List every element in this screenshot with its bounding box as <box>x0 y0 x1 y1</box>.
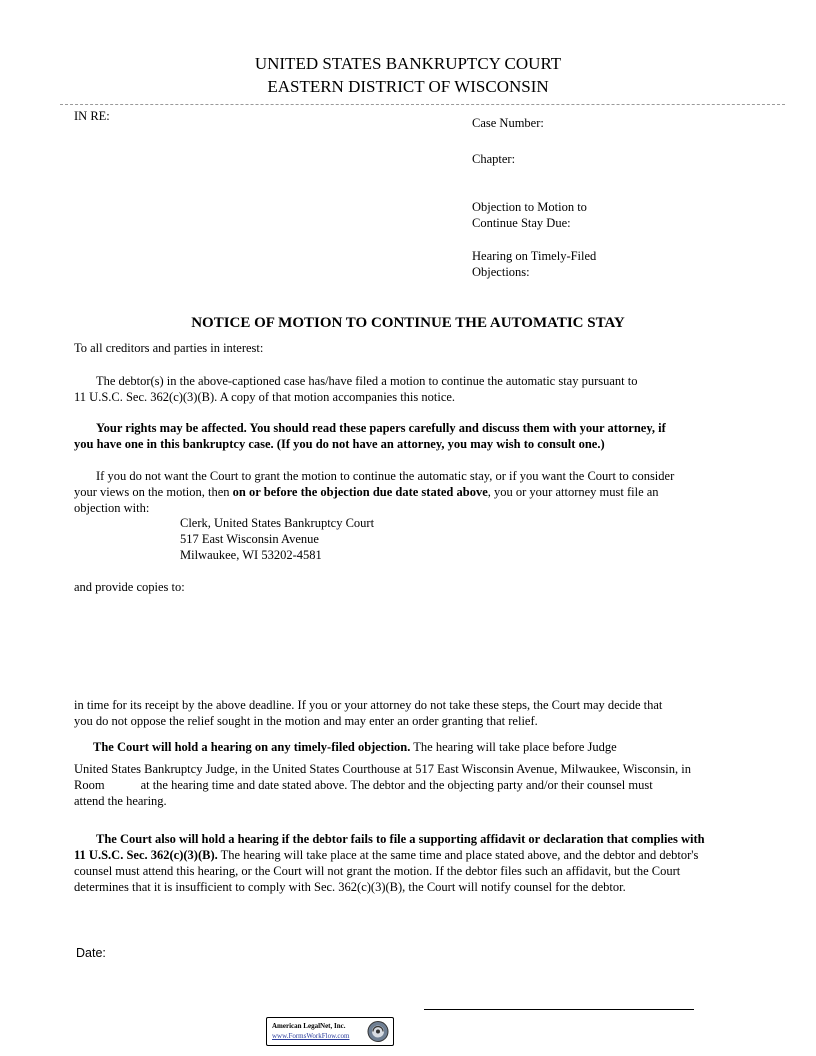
publisher-logo <box>266 1017 394 1046</box>
globe-icon <box>366 1020 390 1043</box>
p5-rest: The hearing will take place before Judge <box>410 740 617 754</box>
p4-line1: in time for its receipt by the above deadline. If you or your attorney do not take these steps, the Court may decide that <box>74 698 663 712</box>
objection-due-label-2: Continue Stay Due: <box>472 216 571 230</box>
p5-line4: attend the hearing. <box>74 794 167 808</box>
paragraph-hearing <box>74 739 754 809</box>
p3-line2-c: , you or your attorney must file an <box>487 485 659 499</box>
p6-line2-bold: 11 U.S.C. Sec. 362(c)(3)(B). <box>74 848 218 862</box>
p4-line2: you do not oppose the relief sought in the motion and may enter an order granting that relief. <box>74 714 538 728</box>
clerk-city: Milwaukee, WI 53202-4581 <box>180 548 322 562</box>
signature-line <box>424 1009 694 1010</box>
notice-title: NOTICE OF MOTION TO CONTINUE THE AUTOMATIC STAY <box>191 315 625 331</box>
p3-line2-a: your views on the motion, then <box>74 485 233 499</box>
date-label: Date: <box>76 946 106 960</box>
p5-line3-b: at the hearing time and date stated above. The debtor and the objecting party and/or their counsel must <box>140 778 653 792</box>
p6-line1: The Court also will hold a hearing if the debtor fails to file a supporting affidavit or declaration that complies with <box>96 832 705 846</box>
p6-line4: determines that it is insufficient to comply with Sec. 362(c)(3)(B), the Court will notify counsel for the debtor. <box>74 880 626 894</box>
paragraph-deadline <box>74 697 754 729</box>
district-name: EASTERN DISTRICT OF WISCONSIN <box>267 77 549 96</box>
header-divider <box>60 104 785 105</box>
p6-line2-rest: The hearing will take place at the same time and place stated above, and the debtor and debtor's <box>217 848 699 862</box>
p5-line2: United States Bankruptcy Judge, in the United States Courthouse at 517 East Wisconsin Avenue, Milwaukee, Wisconsin, in <box>74 762 691 776</box>
p2-line2: you have one in this bankruptcy case. (If you do not have an attorney, you may wish to consult one.) <box>74 437 605 451</box>
in-re-label: IN RE: <box>74 109 110 123</box>
p3-line3: objection with: <box>74 501 150 515</box>
paragraph-rights <box>74 420 754 452</box>
p3-line1: If you do not want the Court to grant the motion to continue the automatic stay, or if you want the Court to consider <box>96 469 675 483</box>
court-name: UNITED STATES BANKRUPTCY COURT <box>254 54 562 73</box>
case-number-label: Case Number: <box>472 116 544 130</box>
p5-line3-a: Room <box>74 778 105 792</box>
paragraph-motion-filed <box>74 373 754 405</box>
logo-url: www.FormsWorkFlow.com <box>272 1032 350 1040</box>
p5-line3 <box>74 777 754 793</box>
p1-line2: 11 U.S.C. Sec. 362(c)(3)(B). A copy of that motion accompanies this notice. <box>74 390 456 404</box>
chapter-label: Chapter: <box>472 152 516 166</box>
p2-line1: Your rights may be affected. You should read these papers carefully and discuss them with your attorney, if <box>96 421 666 435</box>
salutation: To all creditors and parties in interest: <box>74 341 264 355</box>
paragraph-objection <box>74 468 754 516</box>
p1-line1: The debtor(s) in the above-captioned case has/have filed a motion to continue the automatic stay pursuant to <box>96 374 638 388</box>
objection-due-label-1: Objection to Motion to <box>472 200 587 214</box>
clerk-name: Clerk, United States Bankruptcy Court <box>180 516 375 530</box>
p3-line2-b: on or before the objection due date stated above <box>232 485 488 499</box>
p5-line1 <box>74 739 754 755</box>
p6-line3: counsel must attend this hearing, or the Court will not grant the motion. If the debtor files such an affidavit, but the Court <box>74 864 681 878</box>
paragraph-affidavit <box>74 831 754 895</box>
p3-line2 <box>74 484 754 500</box>
hearing-label-1: Hearing on Timely-Filed <box>472 249 597 263</box>
p6-line2 <box>74 847 754 863</box>
provide-copies: and provide copies to: <box>74 580 185 594</box>
logo-company: American LegalNet, Inc. <box>272 1022 346 1030</box>
p5-bold: The Court will hold a hearing on any timely-filed objection. <box>93 740 411 754</box>
hearing-label-2: Objections: <box>472 265 530 279</box>
clerk-street: 517 East Wisconsin Avenue <box>180 532 319 546</box>
